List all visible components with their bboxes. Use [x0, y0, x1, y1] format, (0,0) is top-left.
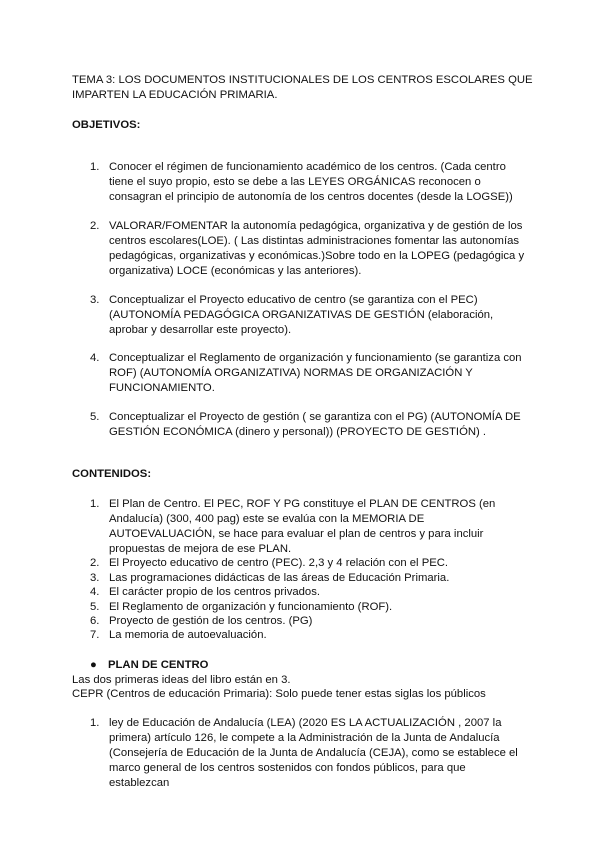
list-number: 1.	[90, 161, 100, 173]
list-number: 5.	[90, 411, 100, 423]
list-text: Conceptualizar el Proyecto educativo de centro (se garantiza con el PEC) (AUTONOMÍA PEDAGÓGICA ORGANIZATIVAS DE GESTIÓN (elaboración, aprobar y desarrollar este proyecto).	[109, 294, 494, 336]
list-number: 7.	[90, 629, 100, 641]
list-number: 1.	[90, 717, 100, 729]
list-text: La memoria de autoevaluación.	[109, 629, 267, 641]
plan-line-2: CEPR (Centros de educación Primaria): Solo puede tener estas siglas los públicos	[72, 688, 486, 700]
list-text: Conocer el régimen de funcionamiento académico de los centros. (Cada centro tiene el suyo propio, esto se debe a las LEYES ORGÁNICAS reconocen o consagran el principio de autonomía de los centros docentes (desde la LOGSE))	[109, 161, 513, 203]
list-number: 3.	[90, 572, 100, 584]
list-number: 2.	[90, 557, 100, 569]
list-number: 5.	[90, 601, 100, 613]
list-text: Conceptualizar el Reglamento de organización y funcionamiento (se garantiza con ROF) (AUTONOMÍA ORGANIZATIVA) NORMAS DE ORGANIZACIÓN Y FUNCIONAMIENTO.	[109, 352, 522, 394]
list-text: El Plan de Centro. El PEC, ROF Y PG constituye el PLAN DE CENTROS (en Andalucía) (300, 400 pag) este se evalúa con la MEMORIA DE AUTOEVALUACIÓN, se hace para evaluar el plan de centros y para incluir propuestas de mejora de ese PLAN.	[109, 498, 496, 555]
bullet-icon: ●	[90, 659, 97, 671]
list-text: Conceptualizar el Proyecto de gestión ( se garantiza con el PG) (AUTONOMÍA DE GESTIÓN ECONÓMICA (dinero y personal)) (PROYECTO DE GESTIÓN) .	[109, 411, 521, 438]
plan-heading: PLAN DE CENTRO	[108, 659, 209, 671]
list-text: Proyecto de gestión de los centros. (PG)	[109, 615, 313, 627]
list-number: 3.	[90, 294, 100, 306]
list-number: 6.	[90, 615, 100, 627]
list-text: Las programaciones didácticas de las áreas de Educación Primaria.	[109, 572, 450, 584]
plan-heading-row	[90, 658, 208, 673]
list-number: 2.	[90, 220, 100, 232]
list-text: El Proyecto educativo de centro (PEC). 2,3 y 4 relación con el PEC.	[109, 557, 449, 569]
objetivos-heading: OBJETIVOS:	[72, 119, 141, 131]
list-text: El carácter propio de los centros privados.	[109, 586, 320, 598]
plan-line-1: Las dos primeras ideas del libro están en 3.	[72, 674, 291, 686]
list-text: VALORAR/FOMENTAR la autonomía pedagógica, organizativa y de gestión de los centros escolares(LOE). ( Las distintas administraciones fomentar las autonomías pedagógicas, organizativas y económicas.)Sobre todo en la LOPEG (pedagógica y organizativa) LOCE (económicas y las anteriores).	[109, 220, 525, 277]
list-text: ley de Educación de Andalucía (LEA) (2020 ES LA ACTUALIZACIÓN , 2007 la primera) artículo 126, le compete a la Administración de la Junta de Andalucía (Consejería de Educación de la Junta de Andalucía (CEJA), como se establece el marco general de los centros sostenidos con fondos públicos, para que establezcan	[109, 717, 518, 789]
list-number: 4.	[90, 586, 100, 598]
list-text: El Reglamento de organización y funcionamiento (ROF).	[109, 601, 393, 613]
contenidos-heading: CONTENIDOS:	[72, 468, 152, 480]
list-number: 4.	[90, 352, 100, 364]
list-number: 1.	[90, 498, 100, 510]
document-title: TEMA 3: LOS DOCUMENTOS INSTITUCIONALES DE LOS CENTROS ESCOLARES QUE IMPARTEN LA EDUCACIÓN PRIMARIA.	[72, 74, 533, 101]
